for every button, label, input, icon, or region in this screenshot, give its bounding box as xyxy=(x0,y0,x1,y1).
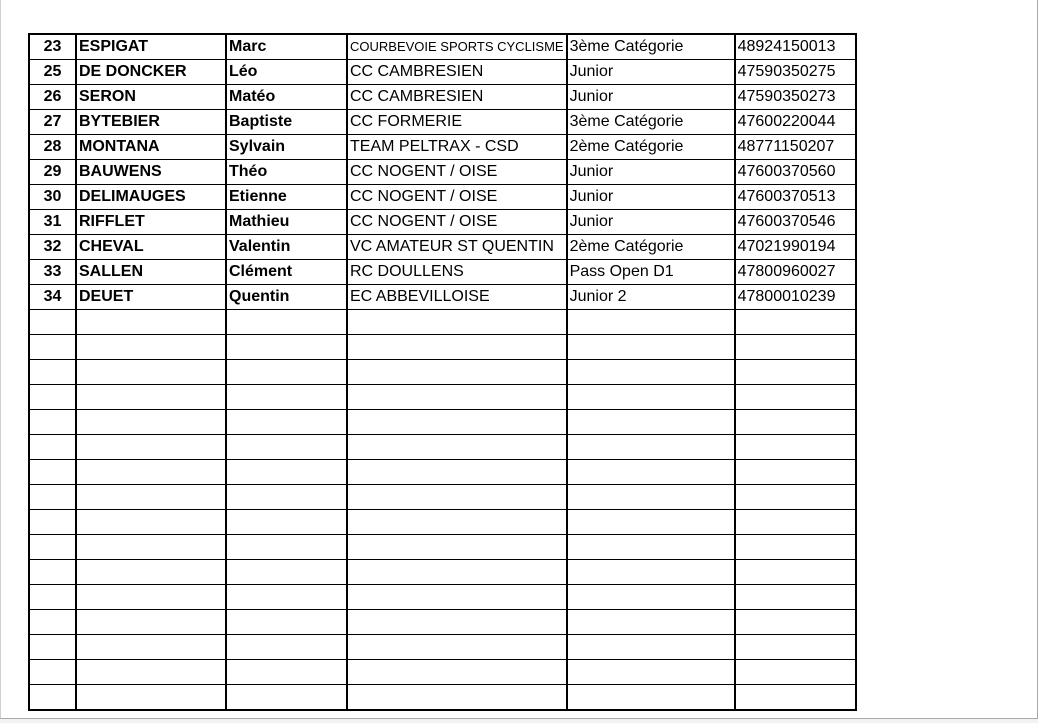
category-cell xyxy=(567,410,735,435)
first-name-cell xyxy=(226,660,347,685)
club-cell xyxy=(347,485,567,510)
club-cell xyxy=(347,635,567,660)
table-row xyxy=(29,610,856,635)
table-row xyxy=(29,160,856,185)
bib-number-cell: 27 xyxy=(29,110,76,135)
bib-number-cell xyxy=(29,660,76,685)
first-name-cell: Quentin xyxy=(226,285,347,310)
table-row xyxy=(29,285,856,310)
last-name-cell xyxy=(76,510,226,535)
licence-cell xyxy=(735,310,856,335)
category-cell: Junior 2 xyxy=(567,285,735,310)
last-name-cell: BYTEBIER xyxy=(76,110,226,135)
bib-number-cell xyxy=(29,310,76,335)
club-cell xyxy=(347,460,567,485)
licence-cell xyxy=(735,460,856,485)
bib-number-cell xyxy=(29,685,76,711)
licence-cell xyxy=(735,435,856,460)
first-name-cell: Matéo xyxy=(226,85,347,110)
last-name-cell: RIFFLET xyxy=(76,210,226,235)
first-name-cell: Baptiste xyxy=(226,110,347,135)
last-name-cell: DELIMAUGES xyxy=(76,185,226,210)
category-cell xyxy=(567,610,735,635)
last-name-cell xyxy=(76,410,226,435)
category-cell: Junior xyxy=(567,85,735,110)
last-name-cell: DEUET xyxy=(76,285,226,310)
licence-cell xyxy=(735,560,856,585)
last-name-cell xyxy=(76,360,226,385)
licence-cell xyxy=(735,660,856,685)
category-cell: 3ème Catégorie xyxy=(567,110,735,135)
licence-cell xyxy=(735,535,856,560)
first-name-cell: Clément xyxy=(226,260,347,285)
licence-cell: 48771150207 xyxy=(735,135,856,160)
last-name-cell xyxy=(76,560,226,585)
club-cell xyxy=(347,435,567,460)
bib-number-cell: 32 xyxy=(29,235,76,260)
club-cell xyxy=(347,685,567,711)
last-name-cell: BAUWENS xyxy=(76,160,226,185)
last-name-cell xyxy=(76,460,226,485)
club-cell: VC AMATEUR ST QUENTIN xyxy=(347,235,567,260)
last-name-cell xyxy=(76,335,226,360)
licence-cell: 47021990194 xyxy=(735,235,856,260)
table-row xyxy=(29,510,856,535)
licence-cell xyxy=(735,385,856,410)
last-name-cell xyxy=(76,435,226,460)
club-cell xyxy=(347,585,567,610)
first-name-cell xyxy=(226,535,347,560)
club-cell: CC NOGENT / OISE xyxy=(347,160,567,185)
licence-cell xyxy=(735,485,856,510)
category-cell: Pass Open D1 xyxy=(567,260,735,285)
first-name-cell xyxy=(226,435,347,460)
table-row xyxy=(29,460,856,485)
rider-table xyxy=(28,33,857,711)
table-row xyxy=(29,360,856,385)
table-row xyxy=(29,535,856,560)
licence-cell: 47600370513 xyxy=(735,185,856,210)
first-name-cell xyxy=(226,410,347,435)
first-name-cell xyxy=(226,610,347,635)
category-cell: 3ème Catégorie xyxy=(567,34,735,60)
last-name-cell: MONTANA xyxy=(76,135,226,160)
licence-cell: 47600220044 xyxy=(735,110,856,135)
club-cell: CC NOGENT / OISE xyxy=(347,185,567,210)
category-cell xyxy=(567,535,735,560)
table-row xyxy=(29,34,856,60)
club-cell xyxy=(347,510,567,535)
first-name-cell xyxy=(226,585,347,610)
bib-number-cell xyxy=(29,585,76,610)
table-row xyxy=(29,335,856,360)
table-row xyxy=(29,660,856,685)
table-row xyxy=(29,560,856,585)
bib-number-cell xyxy=(29,335,76,360)
category-cell: Junior xyxy=(567,60,735,85)
category-cell xyxy=(567,485,735,510)
table-row xyxy=(29,410,856,435)
first-name-cell: Valentin xyxy=(226,235,347,260)
category-cell xyxy=(567,510,735,535)
first-name-cell: Etienne xyxy=(226,185,347,210)
first-name-cell xyxy=(226,635,347,660)
bib-number-cell: 25 xyxy=(29,60,76,85)
first-name-cell: Marc xyxy=(226,34,347,60)
bib-number-cell: 30 xyxy=(29,185,76,210)
licence-cell: 48924150013 xyxy=(735,34,856,60)
table-row xyxy=(29,135,856,160)
bib-number-cell xyxy=(29,435,76,460)
category-cell: 2ème Catégorie xyxy=(567,235,735,260)
table-row xyxy=(29,310,856,335)
club-cell: CC CAMBRESIEN xyxy=(347,85,567,110)
club-cell xyxy=(347,310,567,335)
club-cell xyxy=(347,385,567,410)
first-name-cell xyxy=(226,310,347,335)
club-cell: CC NOGENT / OISE xyxy=(347,210,567,235)
category-cell xyxy=(567,560,735,585)
last-name-cell xyxy=(76,685,226,711)
category-cell: Junior xyxy=(567,160,735,185)
licence-cell: 47590350275 xyxy=(735,60,856,85)
table-row xyxy=(29,485,856,510)
category-cell xyxy=(567,360,735,385)
last-name-cell: ESPIGAT xyxy=(76,34,226,60)
club-cell: EC ABBEVILLOISE xyxy=(347,285,567,310)
bib-number-cell xyxy=(29,610,76,635)
category-cell xyxy=(567,385,735,410)
club-cell: TEAM PELTRAX - CSD xyxy=(347,135,567,160)
licence-cell xyxy=(735,585,856,610)
category-cell xyxy=(567,685,735,711)
first-name-cell xyxy=(226,460,347,485)
category-cell: Junior xyxy=(567,210,735,235)
club-cell xyxy=(347,360,567,385)
bib-number-cell: 26 xyxy=(29,85,76,110)
licence-cell: 47800010239 xyxy=(735,285,856,310)
club-cell xyxy=(347,610,567,635)
last-name-cell xyxy=(76,535,226,560)
bib-number-cell xyxy=(29,360,76,385)
table-row xyxy=(29,685,856,711)
club-cell xyxy=(347,335,567,360)
club-cell xyxy=(347,535,567,560)
table-row xyxy=(29,60,856,85)
licence-cell: 47600370546 xyxy=(735,210,856,235)
table-row xyxy=(29,110,856,135)
last-name-cell xyxy=(76,385,226,410)
first-name-cell xyxy=(226,485,347,510)
rider-table-body xyxy=(29,34,856,710)
bib-number-cell: 29 xyxy=(29,160,76,185)
table-row xyxy=(29,635,856,660)
licence-cell: 47600370560 xyxy=(735,160,856,185)
last-name-cell: CHEVAL xyxy=(76,235,226,260)
bib-number-cell xyxy=(29,560,76,585)
category-cell: Junior xyxy=(567,185,735,210)
licence-cell xyxy=(735,335,856,360)
licence-cell xyxy=(735,610,856,635)
club-cell xyxy=(347,660,567,685)
licence-cell: 47800960027 xyxy=(735,260,856,285)
last-name-cell xyxy=(76,610,226,635)
last-name-cell xyxy=(76,635,226,660)
last-name-cell xyxy=(76,585,226,610)
bib-number-cell: 31 xyxy=(29,210,76,235)
table-row xyxy=(29,235,856,260)
category-cell xyxy=(567,335,735,360)
table-row xyxy=(29,435,856,460)
first-name-cell: Théo xyxy=(226,160,347,185)
licence-cell xyxy=(735,410,856,435)
table-row xyxy=(29,185,856,210)
club-cell xyxy=(347,410,567,435)
licence-cell xyxy=(735,685,856,711)
bib-number-cell xyxy=(29,385,76,410)
last-name-cell: SERON xyxy=(76,85,226,110)
first-name-cell xyxy=(226,360,347,385)
bib-number-cell xyxy=(29,485,76,510)
last-name-cell: SALLEN xyxy=(76,260,226,285)
licence-cell xyxy=(735,360,856,385)
category-cell xyxy=(567,585,735,610)
first-name-cell xyxy=(226,685,347,711)
first-name-cell xyxy=(226,335,347,360)
category-cell: 2ème Catégorie xyxy=(567,135,735,160)
table-row xyxy=(29,85,856,110)
club-cell: COURBEVOIE SPORTS CYCLISME xyxy=(347,34,567,60)
bib-number-cell: 23 xyxy=(29,34,76,60)
bib-number-cell xyxy=(29,410,76,435)
bib-number-cell: 33 xyxy=(29,260,76,285)
last-name-cell xyxy=(76,485,226,510)
bib-number-cell xyxy=(29,460,76,485)
category-cell xyxy=(567,310,735,335)
table-row xyxy=(29,585,856,610)
first-name-cell xyxy=(226,510,347,535)
table-row xyxy=(29,385,856,410)
club-cell: CC CAMBRESIEN xyxy=(347,60,567,85)
category-cell xyxy=(567,460,735,485)
licence-cell xyxy=(735,635,856,660)
bib-number-cell: 34 xyxy=(29,285,76,310)
category-cell xyxy=(567,635,735,660)
category-cell xyxy=(567,660,735,685)
club-cell: RC DOULLENS xyxy=(347,260,567,285)
table-row xyxy=(29,260,856,285)
bib-number-cell: 28 xyxy=(29,135,76,160)
bib-number-cell xyxy=(29,635,76,660)
club-cell xyxy=(347,560,567,585)
club-cell: CC FORMERIE xyxy=(347,110,567,135)
bib-number-cell xyxy=(29,510,76,535)
table-row xyxy=(29,210,856,235)
first-name-cell: Léo xyxy=(226,60,347,85)
first-name-cell xyxy=(226,385,347,410)
bib-number-cell xyxy=(29,535,76,560)
first-name-cell xyxy=(226,560,347,585)
licence-cell: 47590350273 xyxy=(735,85,856,110)
category-cell xyxy=(567,435,735,460)
last-name-cell xyxy=(76,310,226,335)
first-name-cell: Sylvain xyxy=(226,135,347,160)
last-name-cell xyxy=(76,660,226,685)
first-name-cell: Mathieu xyxy=(226,210,347,235)
licence-cell xyxy=(735,510,856,535)
last-name-cell: DE DONCKER xyxy=(76,60,226,85)
